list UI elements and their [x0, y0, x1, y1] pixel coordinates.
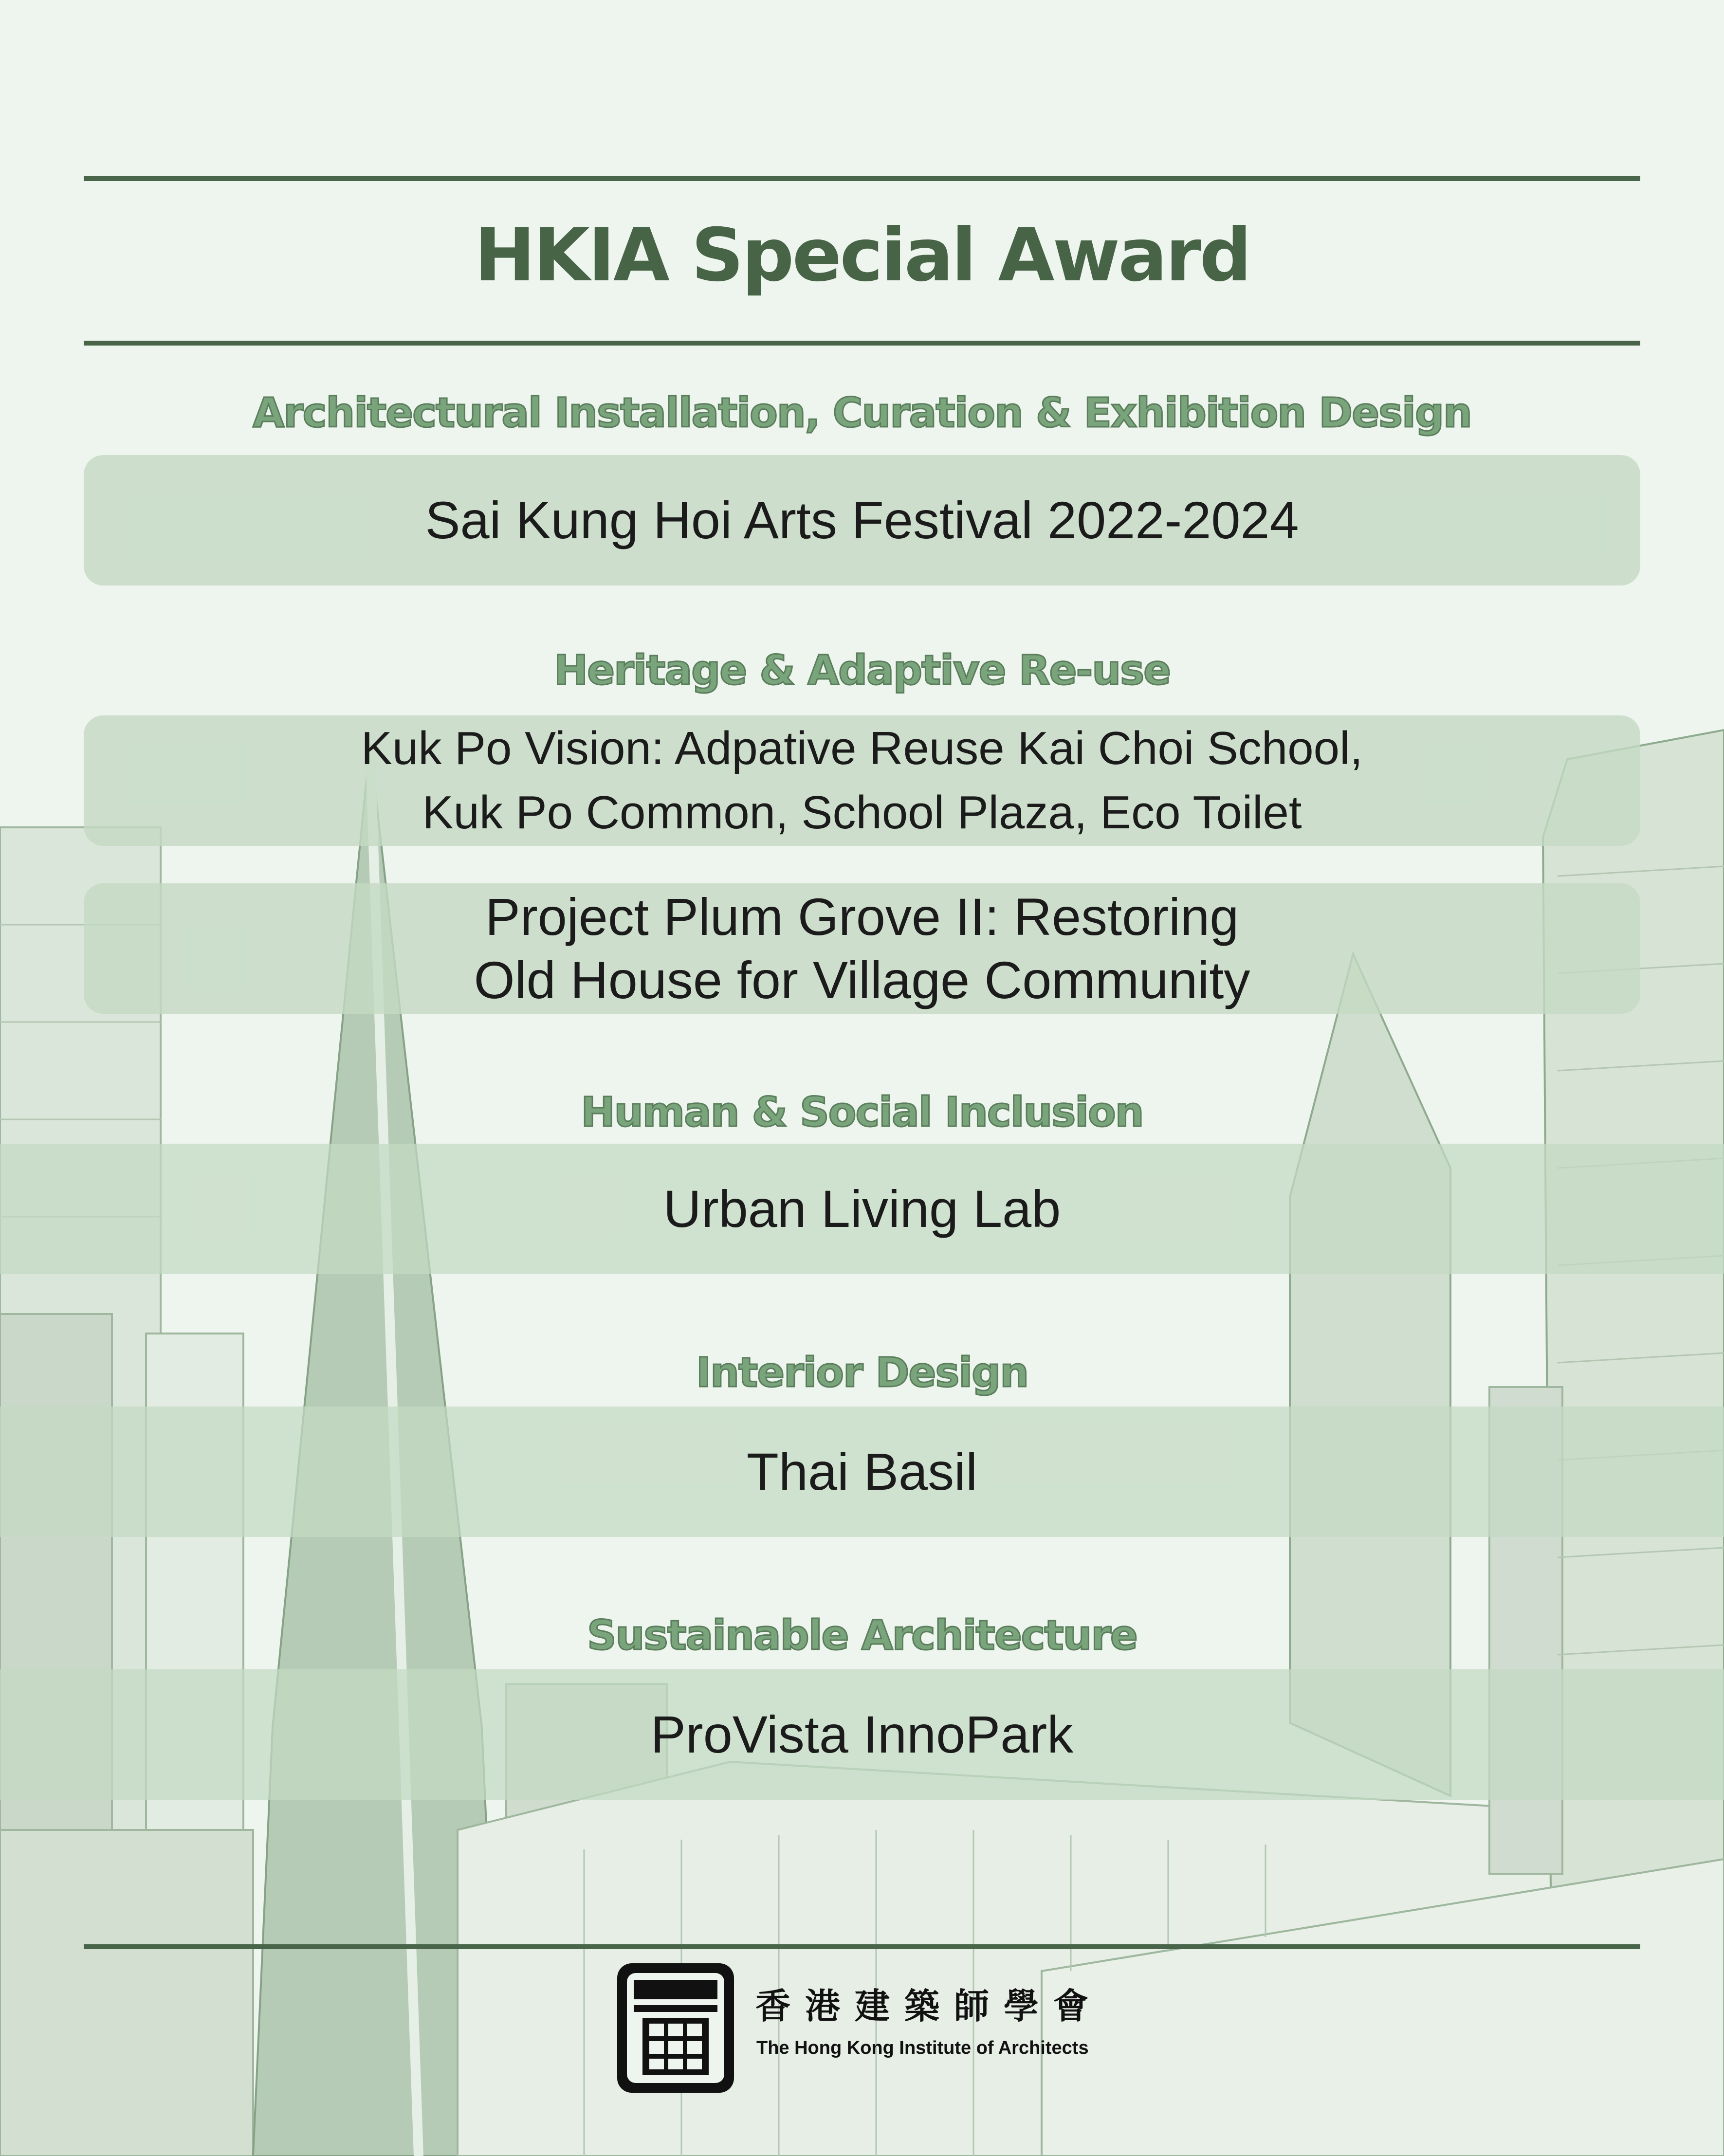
project-title: ProVista InnoPark [650, 1705, 1074, 1764]
project-band-urban-living-lab [0, 1144, 1724, 1274]
project-title-line-2: Kuk Po Common, School Plaza, Eco Toilet [422, 786, 1302, 839]
category-heading-interior: Interior Design [696, 1349, 1028, 1396]
project-band-thai-basil [0, 1407, 1724, 1537]
logo-english-name: The Hong Kong Institute of Architects [756, 2038, 1089, 2058]
category-heading-sustainable: Sustainable Architecture [587, 1611, 1137, 1659]
category-heading-heritage: Heritage & Adaptive Re-use [553, 646, 1171, 694]
poster-title: HKIA Special Award [474, 213, 1250, 298]
project-title: Sai Kung Hoi Arts Festival 2022-2024 [425, 491, 1299, 549]
category-heading-installation: Architectural Installation, Curation & Exhibition Design [253, 389, 1471, 437]
logo-chinese-name: 香港建築師學會 [755, 1985, 1103, 2027]
title-underline-rule [84, 341, 1640, 346]
project-band-kuk-po [84, 715, 1640, 846]
project-title: Thai Basil [746, 1442, 978, 1501]
project-band-plum-grove [84, 883, 1640, 1014]
project-band-provista [0, 1669, 1724, 1800]
hkia-logo [614, 1960, 1120, 2097]
hkia-seal-icon [614, 1960, 737, 2096]
footer-rule [84, 1944, 1640, 1949]
top-rule [84, 176, 1640, 181]
project-title: Urban Living Lab [663, 1179, 1061, 1238]
category-heading-social-inclusion: Human & Social Inclusion [581, 1088, 1143, 1136]
project-title-line-2: Old House for Village Community [474, 950, 1250, 1009]
project-band-sai-kung [84, 455, 1640, 585]
project-title-line-1: Project Plum Grove II: Restoring [485, 887, 1239, 946]
project-title-line-1: Kuk Po Vision: Adpative Reuse Kai Choi School, [361, 722, 1363, 774]
